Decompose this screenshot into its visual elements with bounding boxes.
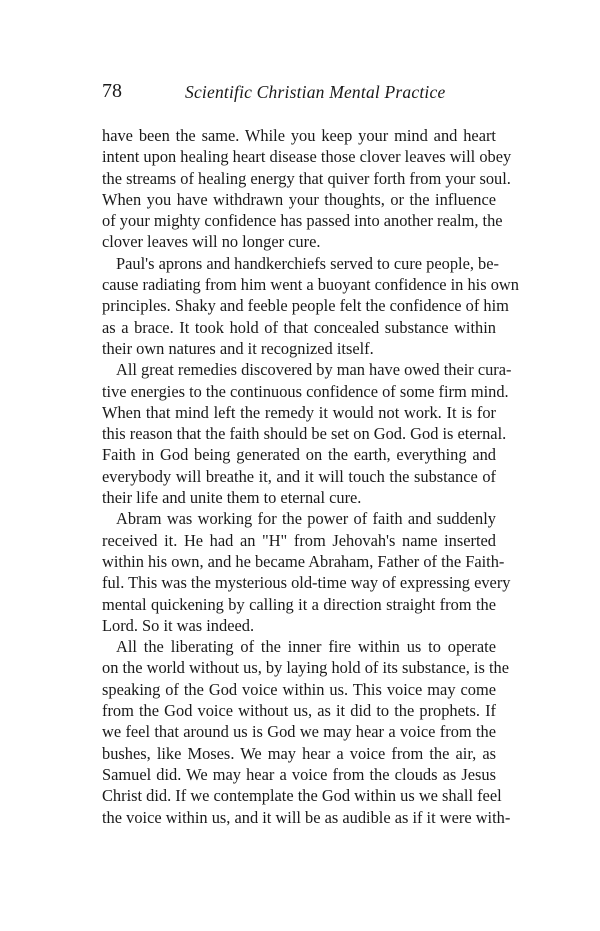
text-line: received it. He had an "H" from Jehovah's name inserted [102, 530, 496, 550]
running-header [102, 80, 496, 110]
text-line: we feel that around us is God we may hear a voice from the [102, 722, 496, 742]
text-line: cause radiating from him went a buoyant confidence in his own [102, 275, 519, 295]
text-line: mental quickening by calling it a direction straight from the [102, 594, 496, 614]
text-line: Lord. So it was indeed. [102, 615, 255, 635]
text-line: of your mighty confidence has passed into another realm, the [102, 211, 503, 231]
text-line: within his own, and he became Abraham, Father of the Faith- [102, 551, 505, 571]
text-line: their life and unite them to eternal cure. [102, 488, 362, 508]
text-line: speaking of the God voice within us. This voice may come [102, 679, 496, 699]
page-number: 78 [102, 80, 122, 102]
text-line: When that mind left the remedy it would not work. It is for [102, 402, 496, 422]
text-line: tive energies to the continuous confidence of some firm mind. [102, 381, 509, 401]
text-line: clover leaves will no longer cure. [102, 232, 321, 252]
paragraph-first-line: All the liberating of the inner fire within us to operate [116, 637, 496, 657]
text-line: on the world without us, by laying hold of its substance, is the [102, 658, 509, 678]
text-line: the streams of healing energy that quiver forth from your soul. [102, 168, 511, 188]
text-line: When you have withdrawn your thoughts, or the influence [102, 189, 496, 209]
text-line: Christ did. If we contemplate the God within us we shall feel [102, 786, 502, 806]
text-line: everybody will breathe it, and it will touch the substance of [102, 466, 496, 486]
text-line: intent upon healing heart disease those clover leaves will obey [102, 147, 512, 167]
text-line: ful. This was the mysterious old-time way of expressing every [102, 573, 511, 593]
body-text [102, 125, 519, 828]
text-line: principles. Shaky and feeble people felt the confidence of him [102, 296, 509, 316]
book-title: Scientific Christian Mental Practice [185, 82, 446, 102]
paragraph-first-line: All great remedies discovered by man have owed their cura- [116, 360, 512, 380]
paragraph-first-line: Paul's aprons and handkerchiefs served to cure people, be- [116, 253, 499, 273]
text-line: their own natures and it recognized itself. [102, 338, 374, 358]
text-line: Samuel did. We may hear a voice from the clouds as Jesus [102, 764, 496, 784]
text-line: the voice within us, and it will be as audible as if it were with- [102, 807, 511, 827]
text-line: bushes, like Moses. We may hear a voice from the air, as [102, 743, 496, 763]
text-line: have been the same. While you keep your mind and heart [102, 126, 496, 145]
text-line: as a brace. It took hold of that concealed substance within [102, 317, 496, 337]
text-line: Faith in God being generated on the earth, everything and [102, 445, 496, 465]
paragraph-first-line: Abram was working for the power of faith and suddenly [116, 509, 496, 529]
text-line: this reason that the faith should be set on God. God is eternal. [102, 424, 507, 444]
text-line: from the God voice without us, as it did to the prophets. If [102, 701, 496, 721]
